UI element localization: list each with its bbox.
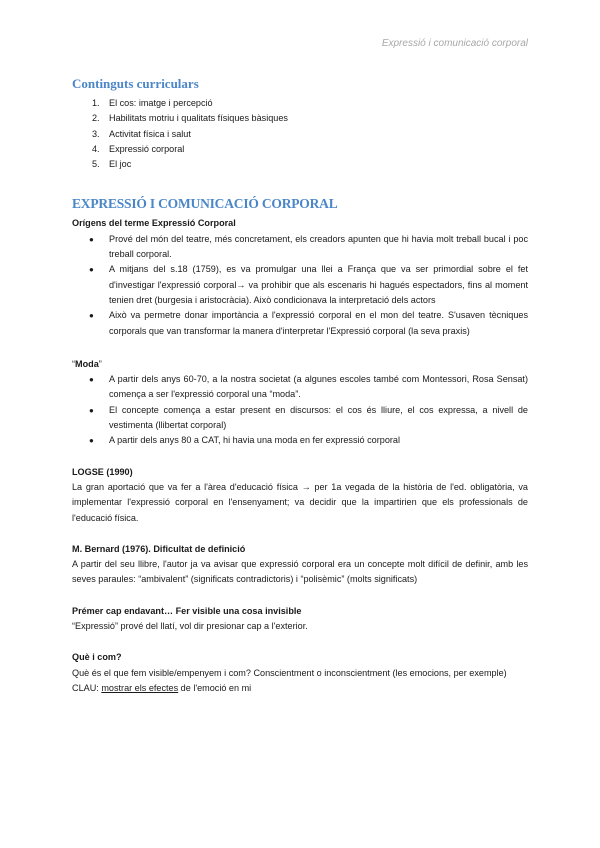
quote-open: “ <box>72 358 76 369</box>
list-item <box>72 433 528 448</box>
clau-rest: de l'emoció en mi <box>178 682 252 693</box>
list-item <box>72 403 528 434</box>
bullet-icon: ● <box>89 234 94 244</box>
list-item <box>72 127 528 142</box>
list-number: 5. <box>92 159 100 170</box>
clau-label: CLAU: <box>72 682 99 693</box>
running-header: Expressió i comunicació corporal <box>381 38 528 49</box>
page-content <box>72 76 528 696</box>
list-text: El cos: imatge i percepció <box>109 98 213 108</box>
bullet-icon: ● <box>89 375 94 385</box>
list-text: Això va permetre donar importància a l'expressió corporal en el mon del teatre. S'usaven tècniques corporals que van transformar la manera d'interpretar l'Expressió corporal (la seva praxis) <box>109 310 528 336</box>
list-text: Expressió corporal <box>109 143 185 154</box>
list-item <box>72 157 528 172</box>
moda-heading-text: Moda <box>75 358 99 369</box>
list-text: A partir dels anys 60-70, a la nostra societat (a algunes escoles també com Montessori, Rosa Sensat) comença a ser l'expressió corporal una “moda”. <box>109 374 528 400</box>
list-item <box>72 111 528 126</box>
list-text: Habilitats motriu i qualitats físiques bàsiques <box>109 113 288 124</box>
list-text: Activitat física i salut <box>109 128 191 139</box>
list-text: A partir dels anys 80 a CAT, hi havia una moda en fer expressió corporal <box>109 435 400 446</box>
list-text: El joc <box>109 159 132 170</box>
origins-heading: Orígens del terme Expressió Corporal <box>72 218 236 229</box>
list-text: Prové del món del teatre, més concretament, els creadors apunten que hi havia molt treball bucal i poc treball corporal. <box>109 233 528 260</box>
list-text: El concepte comença a estar present en discursos: el cos és lliure, el cos expressa, a nivell de vestimenta (llibertat corporal) <box>109 404 528 431</box>
list-item <box>72 142 528 157</box>
logse-paragraph: La gran aportació que va fer a l'àrea d'educació física → per 1a vegada de la història de l'ed. obligatòria, va implementar l'expressió corporal en l'ensenyament; va decidir que la impartirien que els professionals de l'educació física. <box>72 481 528 523</box>
list-item <box>72 372 528 403</box>
list-number: 4. <box>92 143 100 154</box>
logse-heading: LOGSE (1990) <box>72 466 133 477</box>
bernard-heading: M. Bernard (1976). Dificultat de definició <box>72 543 246 554</box>
curriculum-heading: Continguts curriculars <box>72 76 199 91</box>
what-how-heading: Què i com? <box>72 652 122 663</box>
bullet-icon: ● <box>89 311 94 321</box>
clau-underlined: mostrar els efectes <box>101 682 179 693</box>
list-number: 1. <box>92 98 100 108</box>
moda-heading <box>72 357 528 372</box>
list-item <box>72 308 528 339</box>
list-number: 3. <box>92 128 100 139</box>
first-step-paragraph: “Expressió” prové del llatí, vol dir presionar cap a l'exterior. <box>72 621 308 632</box>
list-item <box>72 262 528 308</box>
curriculum-list <box>72 96 528 172</box>
clau-line <box>72 681 528 696</box>
bullet-icon: ● <box>89 265 94 275</box>
first-step-heading: Prémer cap endavant… Fer visible una cosa invisible <box>72 605 302 616</box>
list-text: A mitjans del s.18 (1759), es va promulgar una llei a França que va ser primordial sobre el fet d'investigar l'expressió corporal→ va prohibir que als escenaris hi hagués espectadors, fins al moment tenien dret (burgesia i aristocràcia). Això condicionava la interpretació dels actors <box>109 264 528 305</box>
bernard-paragraph: A partir del seu llibre, l'autor ja va avisar que expressió corporal era un concepte molt difícil de definir, amb les seves paraules: “ambivalent” (significats contradictoris) i “polisèmic” (molts significats) <box>72 559 528 585</box>
list-item <box>72 232 528 263</box>
bullet-icon: ● <box>89 405 94 415</box>
origins-list <box>72 232 528 339</box>
list-item <box>72 96 528 111</box>
moda-list <box>72 372 528 448</box>
quote-close: ” <box>98 358 102 369</box>
what-how-paragraph: Què és el que fem visible/empenyem i com? Conscientment o inconscientment (les emocions, per exemple) <box>72 667 507 678</box>
bullet-icon: ● <box>89 436 94 446</box>
main-title: EXPRESSIÓ I COMUNICACIÓ CORPORAL <box>72 196 338 212</box>
list-number: 2. <box>92 113 100 124</box>
